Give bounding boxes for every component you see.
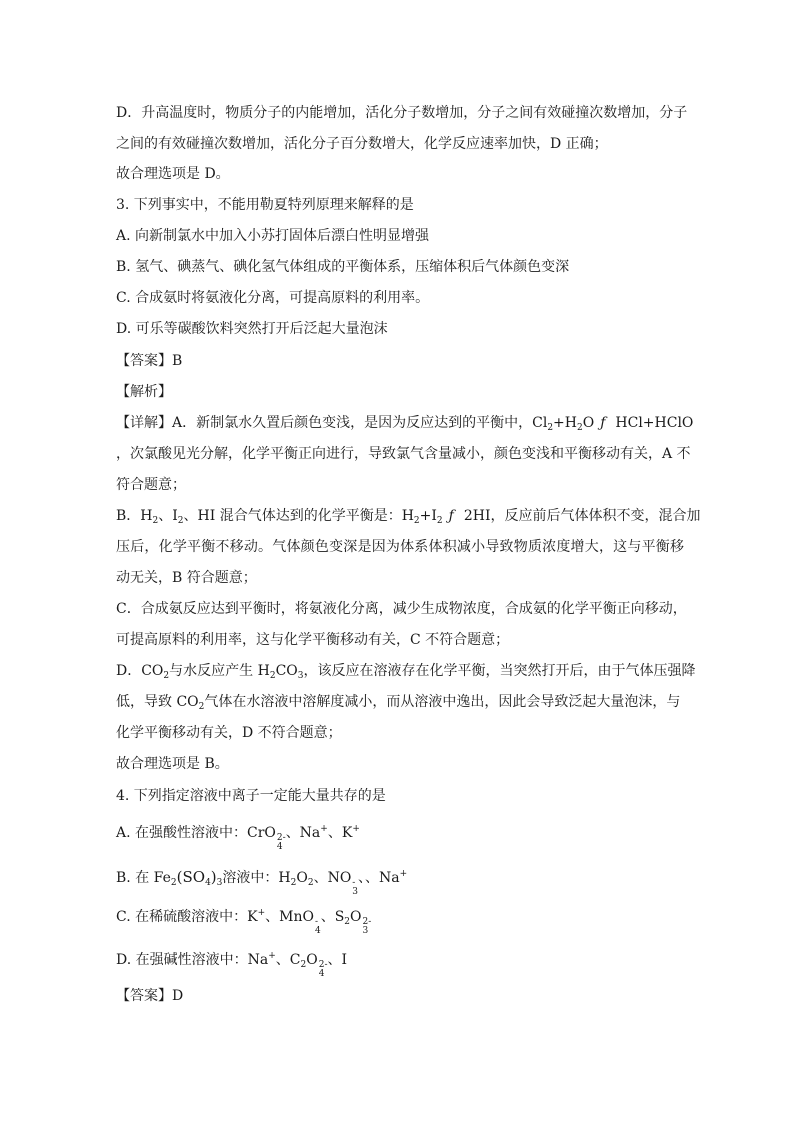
text-line: C．合成氨反应达到平衡时，将氨液化分离，减少生成物浓度，合成氨的化学平衡正向移动， <box>116 601 687 617</box>
analysis-label: 【解析】 <box>116 384 172 400</box>
question-3-stem: 3. 下列事实中，不能用勒夏特列原理来解释的是 <box>116 197 414 213</box>
option-b: B. 氢气、碘蒸气、碘化氢气体组成的平衡体系，压缩体积后气体颜色变深 <box>116 259 570 275</box>
text-line: 故合理选项是 B。 <box>116 756 229 772</box>
option-d: D. 可乐等碳酸饮料突然打开后泛起大量泡沫 <box>116 321 388 337</box>
text-line: D．升高温度时，物质分子的内能增加，活化分子数增加，分子之间有效碰撞次数增加，分子 <box>116 105 688 121</box>
answer-label: 【答案】D <box>116 988 184 1004</box>
text-line: 之间的有效碰撞次数增加，活化分子百分数增大，化学反应速率加快，D 正确； <box>116 136 608 152</box>
text-line: 动无关，B 符合题意； <box>116 570 257 586</box>
text-line: 化学平衡移动有关，D 不符合题意； <box>116 725 342 741</box>
option-c: C. 在稀硫酸溶液中：K+、MnO - 4 、$S_2O$ 2- 3 <box>116 908 372 936</box>
text-line: ，次氯酸见光分解，化学平衡正向进行，导致氯气含量减小，颜色变浅和平衡移动有关，A 不 <box>116 446 691 462</box>
option-a: A. 向新制氯水中加入小苏打固体后漂白性明显增强 <box>116 228 430 244</box>
text-line: 符合题意； <box>116 477 186 493</box>
text-line: B．$H_2$、$I_2$、HI 混合气体达到的化学平衡是：$H_2+I_2$ ƒ 2HI，反应前后气体体积不变，混合加 <box>116 508 701 526</box>
text-line: 故合理选项是 D。 <box>116 166 230 182</box>
option-c: C. 合成氨时将氨液化分离，可提高原料的利用率。 <box>116 290 430 306</box>
detail-line: 【详解】A．新制氯水久置后颜色变浅，是因为反应达到的平衡中，$Cl_2+H_2O$ ƒ HCl+HClO <box>116 415 694 433</box>
option-b: B. 在 $Fe_2(SO_4)_3$溶液中：$H_2O_2$、NO - 3 、、Na+ <box>116 868 408 897</box>
text-line: 低，导致 $CO_2$气体在水溶液中溶解度减小，而从溶液中逸出，因此会导致泛起大量泡沫，与 <box>116 694 681 712</box>
text-line: 可提高原料的利用率，这与化学平衡移动有关，C 不符合题意； <box>116 632 510 648</box>
option-a: A. 在强酸性溶液中：CrO 2- 4 、Na+、K+ <box>116 824 360 852</box>
answer-label: 【答案】B <box>116 353 183 369</box>
text-line: D．$CO_2$与水反应产生 $H_2CO_3$，该反应在溶液存在化学平衡，当突然打开后，由于气体压强降 <box>116 663 696 681</box>
text-line: 压后，化学平衡不移动。气体颜色变深是因为体系体积减小导致物质浓度增大，这与平衡移 <box>116 539 684 555</box>
option-d: D. 在强碱性溶液中：Na+、$C_2O$ 2- 4 、I <box>116 951 348 979</box>
question-4-stem: 4. 下列指定溶液中离子一定能大量共存的是 <box>116 788 386 804</box>
